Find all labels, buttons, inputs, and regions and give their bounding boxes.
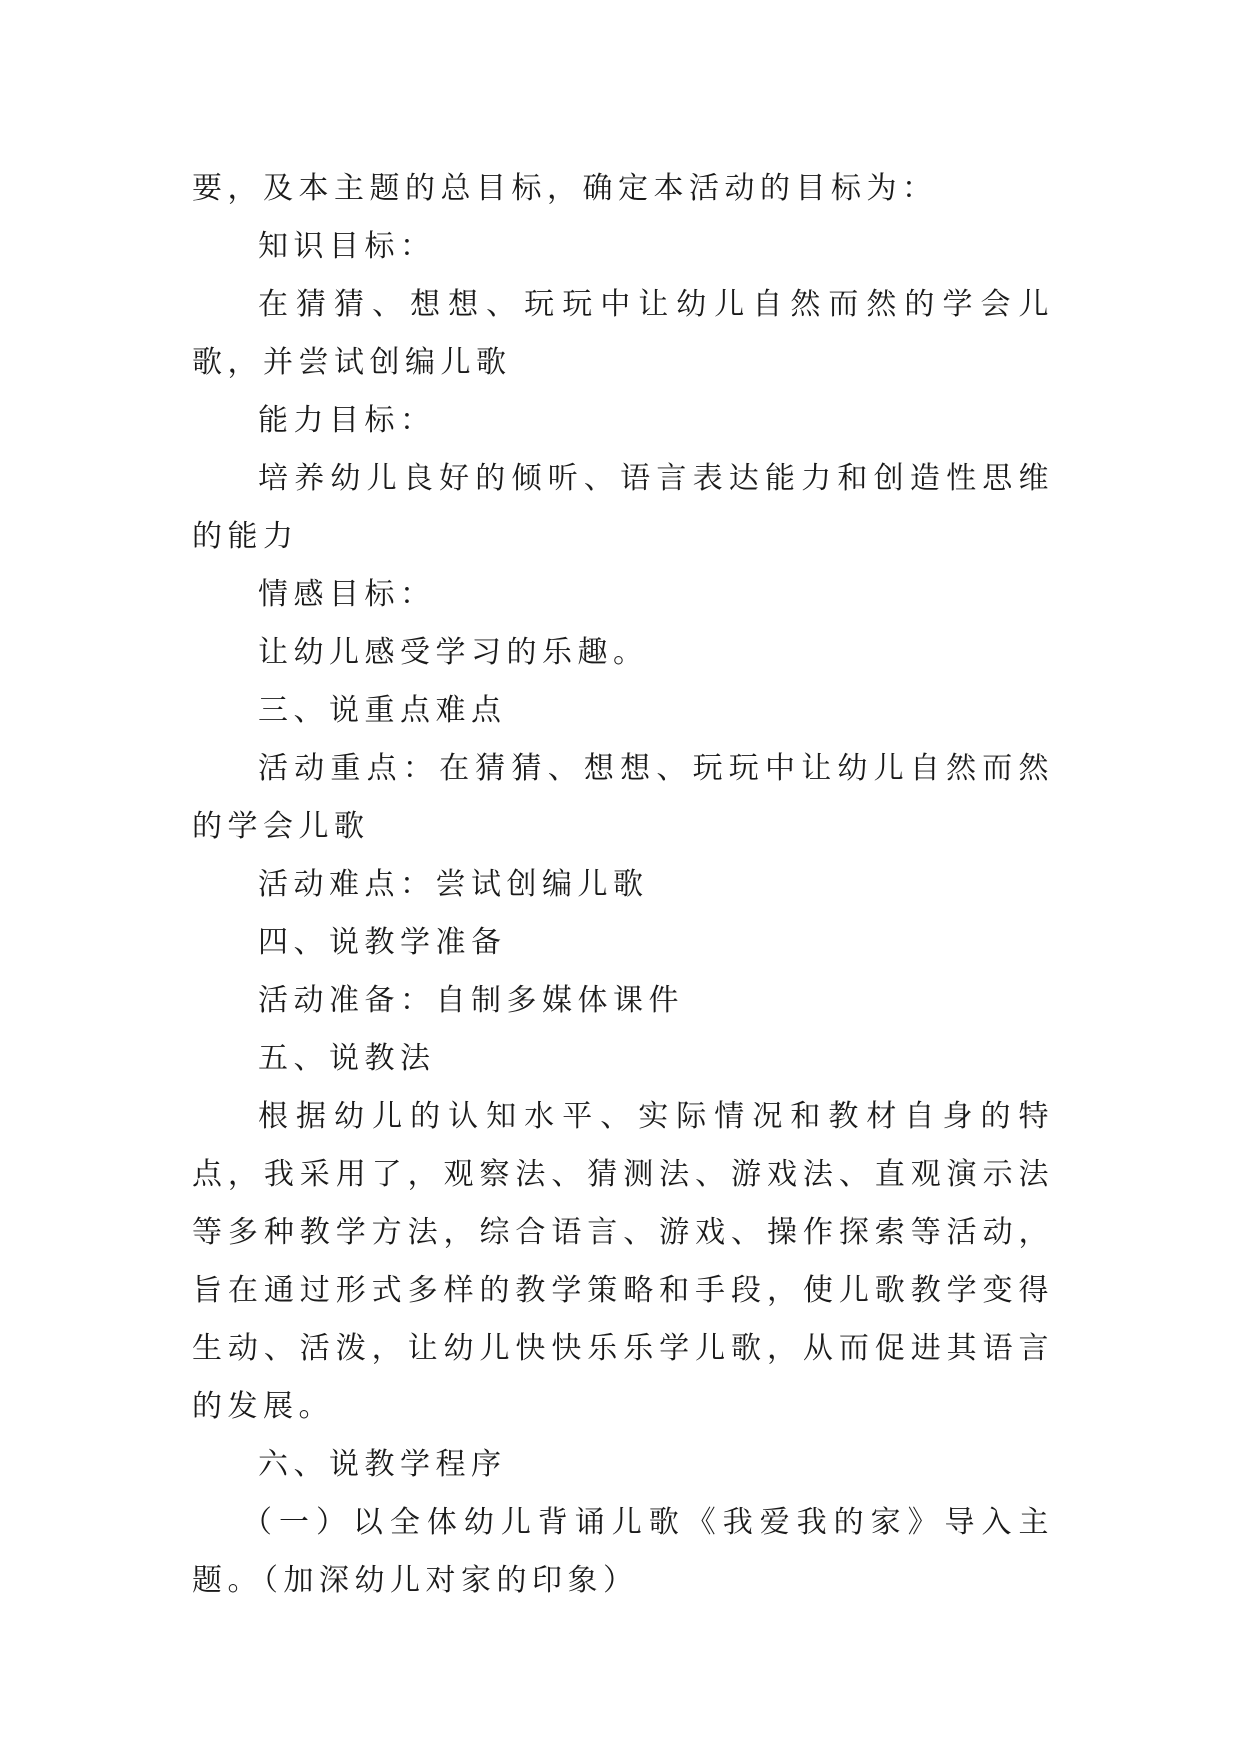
paragraph-knowledge-goal: 在猜猜、想想、玩玩中让幼儿自然而然的学会儿歌，并尝试创编儿歌 bbox=[192, 287, 1054, 380]
section-heading-methods: 五、说教法 bbox=[258, 1041, 436, 1076]
document-page bbox=[192, 160, 1054, 1610]
paragraph-ability-goal: 培养幼儿良好的倾听、语言表达能力和创造性思维的能力 bbox=[192, 461, 1054, 554]
heading-emotion-goal: 情感目标： bbox=[258, 577, 436, 612]
paragraph-preparation: 活动准备：自制多媒体课件 bbox=[258, 983, 684, 1018]
paragraph-methods: 根据幼儿的认知水平、实际情况和教材自身的特点，我采用了，观察法、猜测法、游戏法、直观演示法等多种教学方法，综合语言、游戏、操作探索等活动，旨在通过形式多样的教学策略和手段，使儿歌教学变得生动、活泼，让幼儿快快乐乐学儿歌，从而促进其语言的发展。 bbox=[192, 1099, 1054, 1424]
paragraph-emotion-goal: 让幼儿感受学习的乐趣。 bbox=[258, 635, 649, 670]
section-heading-key-points: 三、说重点难点 bbox=[258, 693, 507, 728]
paragraph-goal-intro: 要，及本主题的总目标，确定本活动的目标为： bbox=[192, 171, 938, 206]
heading-knowledge-goal: 知识目标： bbox=[258, 229, 436, 264]
heading-ability-goal: 能力目标： bbox=[258, 403, 436, 438]
paragraph-difficulty: 活动难点：尝试创编儿歌 bbox=[258, 867, 649, 902]
section-heading-preparation: 四、说教学准备 bbox=[258, 925, 507, 960]
paragraph-procedure-step-1: （一）以全体幼儿背诵儿歌《我爱我的家》导入主题。（加深幼儿对家的印象） bbox=[192, 1505, 1054, 1598]
section-heading-procedure: 六、说教学程序 bbox=[258, 1447, 507, 1482]
paragraph-key-point: 活动重点：在猜猜、想想、玩玩中让幼儿自然而然的学会儿歌 bbox=[192, 751, 1054, 844]
